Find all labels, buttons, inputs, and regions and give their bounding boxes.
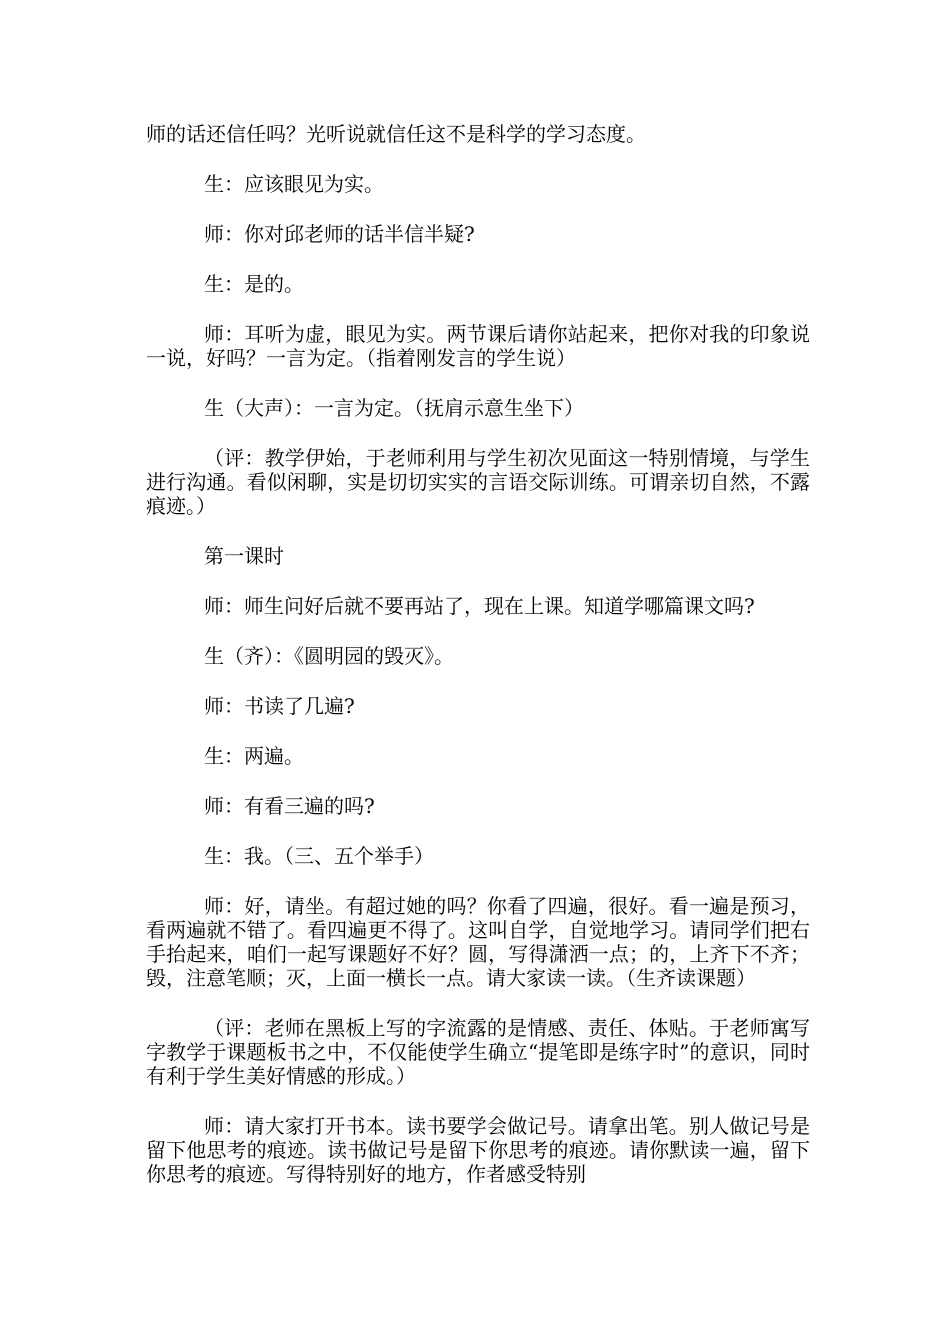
paragraph: 师：有看三遍的吗? — [204, 794, 375, 818]
paragraph: 生：两遍。 — [204, 744, 304, 768]
document-body — [146, 122, 810, 1212]
section-heading: 第一课时 — [204, 544, 284, 568]
comment-paragraph: （评：老师在黑板上写的字流露的是情感、责任、体贴。于老师寓写字教学于课题板书之中，不仅能使学生确立“提笔即是练字时”的意识，同时有利于学生美好情感的形成。） — [146, 1016, 810, 1088]
paragraph: 生：我。（三、五个举手） — [204, 844, 434, 868]
comment-paragraph: （评：教学伊始，于老师利用与学生初次见面这一特别情境，与学生进行沟通。看似闲聊，实是切切实实的言语交际训练。可谓亲切自然，不露痕迹。） — [146, 446, 810, 518]
paragraph: 师：请大家打开书本。读书要学会做记号。请拿出笔。别人做记号是留下他思考的痕迹。读书做记号是留下你思考的痕迹。请你默读一遍，留下你思考的痕迹。写得特别好的地方，作者感受特别 — [146, 1114, 810, 1186]
paragraph: 师：书读了几遍? — [204, 694, 355, 718]
paragraph: 生（齐）：《圆明园的毁灭》。 — [204, 644, 454, 668]
paragraph: 生（大声）：一言为定。（抚肩示意生坐下） — [204, 396, 584, 420]
paragraph: 生：是的。 — [204, 272, 304, 296]
paragraph: 师：师生问好后就不要再站了，现在上课。知道学哪篇课文吗? — [204, 594, 755, 618]
paragraph: 生：应该眼见为实。 — [204, 172, 384, 196]
paragraph: 师：你对邱老师的话半信半疑? — [204, 222, 475, 246]
paragraph: 师：好，请坐。有超过她的吗？你看了四遍，很好。看一遍是预习，看两遍就不错了。看四遍更不得了。这叫自学，自觉地学习。请同学们把右手抬起来，咱们一起写课题好不好？圆，写得潇洒一点；的，上齐下不齐；毁，注意笔顺；灭，上面一横长一点。请大家读一读。（生齐读课题） — [146, 894, 810, 990]
paragraph: 师：耳听为虚，眼见为实。两节课后请你站起来，把你对我的印象说一说，好吗？一言为定。（指着刚发言的学生说） — [146, 322, 810, 370]
paragraph: 师的话还信任吗？光听说就信任这不是科学的学习态度。 — [146, 122, 646, 146]
